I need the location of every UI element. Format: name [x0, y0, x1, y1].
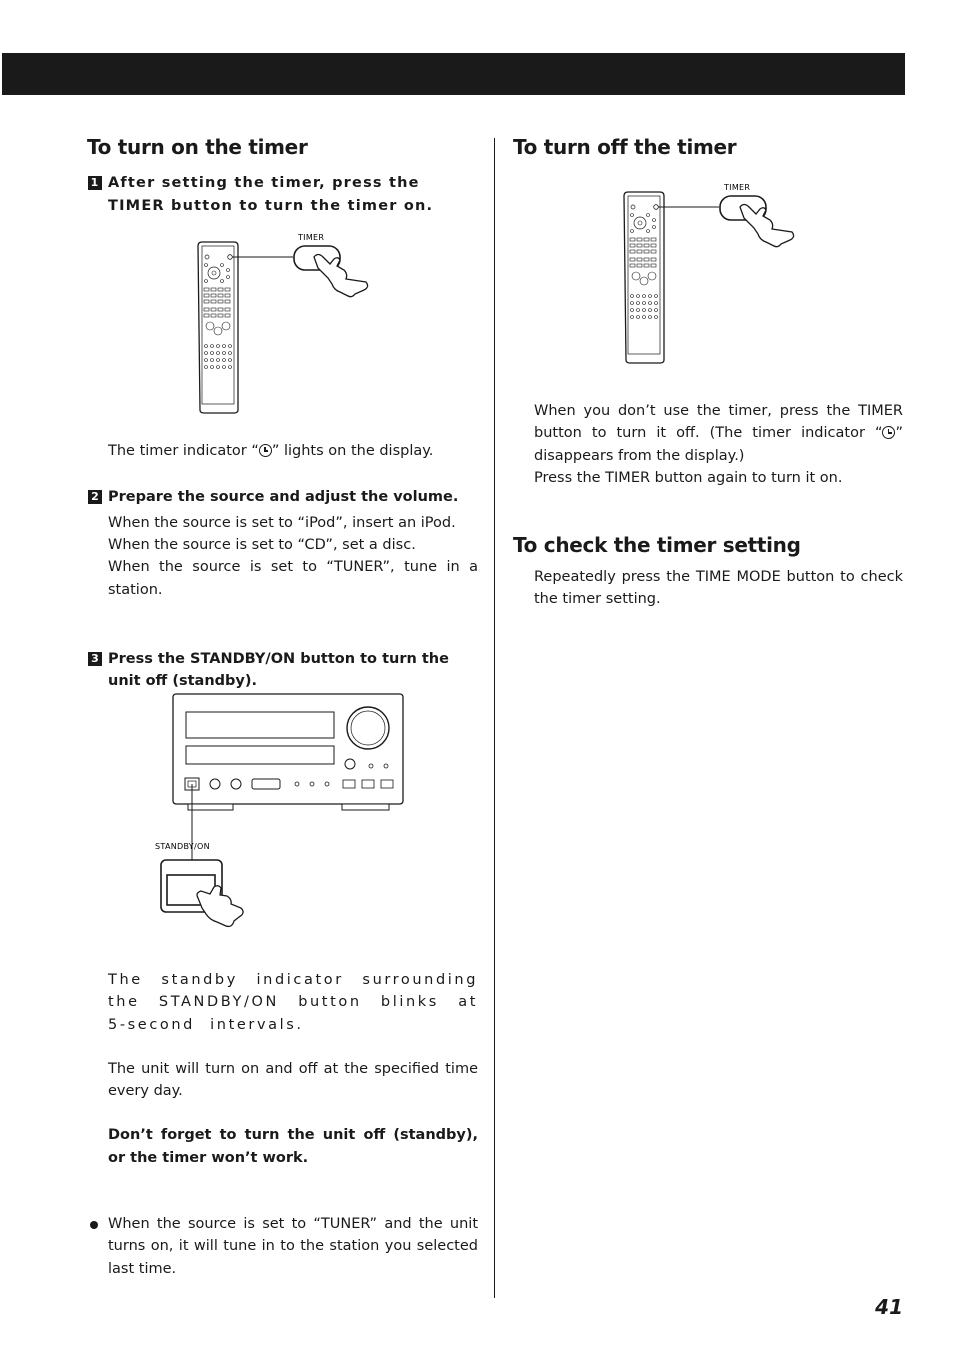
remote-control-icon [624, 192, 664, 363]
timer-label: TIMER [298, 233, 325, 242]
warning-note: Don’t forget to turn the unit off (standby), or the timer won’t work. [108, 1127, 478, 1166]
heading-check-timer: To check the timer setting [513, 533, 801, 558]
timer-indicator-icon [259, 444, 272, 457]
step-number: 3 [88, 652, 102, 666]
remote-timer-illustration [190, 230, 375, 416]
step-number: 1 [88, 176, 102, 190]
unit-standby-illustration [150, 690, 410, 935]
source-line-tuner: When the source is set to “TUNER”, tune in a station. [108, 559, 478, 598]
check-timer-text: Repeatedly press the TIME MODE button to check the timer setting. [534, 569, 903, 608]
pressing-hand-icon [314, 255, 368, 297]
source-line-ipod: When the source is set to “iPod”, insert an iPod. [108, 514, 456, 531]
turn-on-again-text: Press the TIMER button again to turn it on. [534, 469, 843, 486]
pressing-hand-icon [740, 205, 794, 247]
heading-turn-on: To turn on the timer [87, 135, 308, 159]
timer-indicator-icon [882, 426, 895, 439]
step-3-text: Press the STANDBY/ON button to turn the unit off (standby). [108, 650, 449, 690]
remote-timer-illustration-2 [616, 180, 801, 366]
indicator-note: The timer indicator “ ” lights on the display. [108, 443, 434, 459]
column-divider [494, 138, 495, 1298]
turn-off-text: When you don’t use the timer, press the TIMER button to turn it off. (The timer indicator “ ” disappears from the display.) [534, 403, 903, 464]
step-1-text: After setting the timer, press the TIMER button to turn the timer on. [108, 175, 434, 214]
unit-note: The unit will turn on and off at the specified time every day. [108, 1060, 478, 1100]
step-number: 2 [88, 490, 102, 504]
tuner-bullet: When the source is set to “TUNER” and the unit turns on, it will tune in to the station you selected last time. [87, 1213, 478, 1280]
page-number: 41 [875, 1295, 903, 1319]
step-2-text: Prepare the source and adjust the volume. [108, 489, 459, 506]
step-3 [87, 648, 478, 693]
source-line-cd: When the source is set to “CD”, set a disc. [108, 537, 416, 554]
step-1 [87, 172, 478, 217]
standby-note: The standby indicator surrounding the STANDBY/ON button blinks at 5-second intervals. [108, 971, 478, 1033]
header-bar [2, 53, 905, 95]
remote-control-icon [198, 242, 238, 413]
pressing-hand-icon [197, 886, 243, 927]
step-2 [87, 486, 478, 509]
main-unit-icon [173, 694, 403, 810]
heading-turn-off: To turn off the timer [513, 135, 737, 159]
standby-label: STANDBY/ON [155, 842, 210, 851]
bullet-icon [90, 1221, 98, 1229]
timer-label: TIMER [724, 183, 751, 192]
